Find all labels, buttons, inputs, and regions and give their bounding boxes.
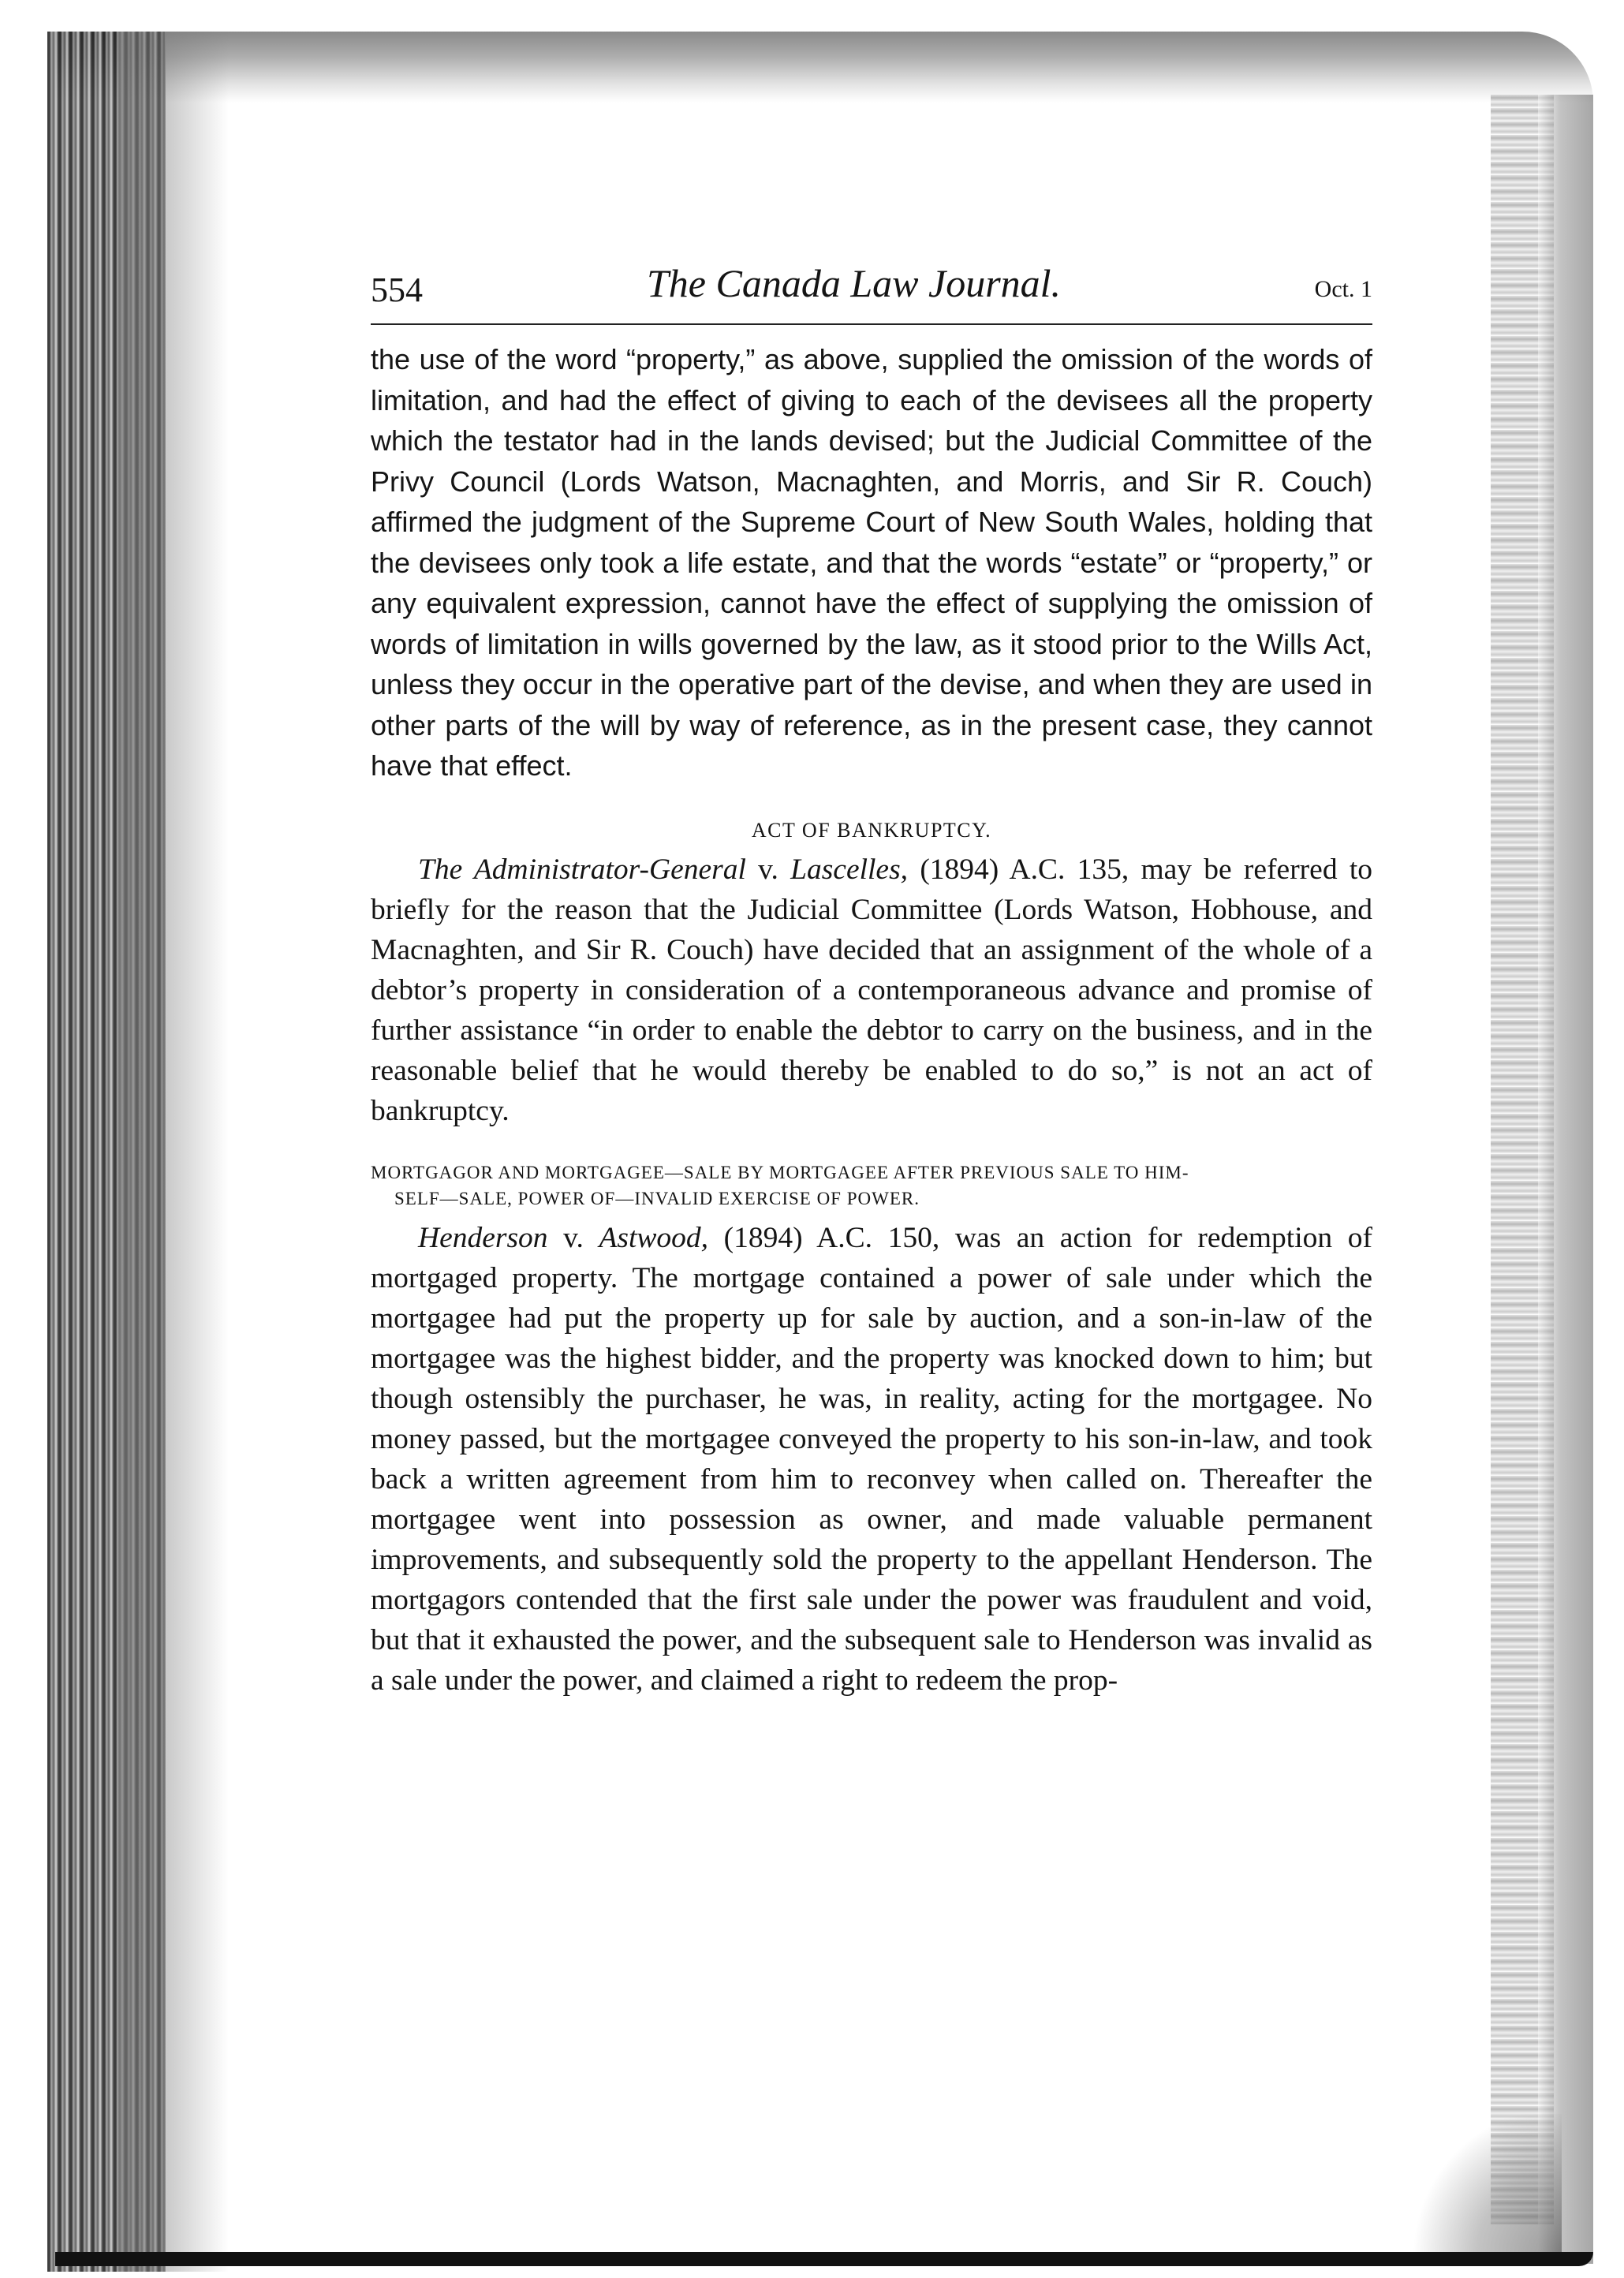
paragraph-text: (1894) A.C. 150, was an action for redemption of mortgaged property. The mortgage contained a power of sale under which the mortgagee had put the property up for sale by auction, and a son-in-law of the mortgagee was the highest bidder, and the property was knocked down to him; but though ostensibly the purchaser, he was, in reality, acting for the mortgagee. No money passed, but the mortgagee conveyed the property to his son-in-law, and took back a written agreement from him to reconvey when called on. Thereafter the mortgagee went into possession as owner, and made valuable permanent improvements, and subsequently sold the property to the appellant Henderson. The mortgagors contended that the first sale under the power was fraudulent and void, but that it exhausted the power, and the subsequent sale to Henderson was invalid as a sale under the power, and claimed a right to redeem the prop- [371,1221,1372,1697]
section-heading-bankruptcy: ACT OF BANKRUPTCY. [751,818,992,842]
scan-border-top [55,32,1593,103]
journal-title: The Canada Law Journal. [647,261,1062,305]
page-header [371,260,1372,325]
scan-edge-right [1538,95,1593,2264]
page-number: 554 [371,271,423,309]
heading-line: SELF—SALE, POWER OF—INVALID EXERCISE OF POWER. [394,1188,920,1208]
case-party: Lascelles, [790,853,909,886]
case-versus: v. [547,1221,599,1254]
case-versus: v. [745,853,791,886]
paragraph-bankruptcy [371,850,1372,1131]
scan-shadow-left [118,32,229,2272]
issue-date: Oct. 1 [1314,276,1372,302]
section-heading-mortgagor [371,1160,1372,1212]
paragraph-henderson [371,1218,1372,1701]
journal-page [371,260,1372,1701]
paragraph-privy-council: the use of the word “property,” as above, supplied the omission of the words of limitation, and had the effect of giving to each of the devisees all the property which the testator had in the lands devised; but the Judicial Committee of the Privy Council (Lords Watson, Macnaghten, and Morris, and Sir R. Couch) affirmed the judgment of the Supreme Court of New South Wales, holding that the devisees only took a life estate, and that the words “estate” or “property,” or any equivalent expression, cannot have the effect of supplying the omission of words of limitation in wills governed by the law, as it stood prior to the Wills Act, unless they occur in the operative part of the devise, and when they are used in other parts of the will by way of reference, as in the present case, they cannot have that effect. [371,343,1372,782]
case-party: Astwood, [599,1221,709,1254]
case-name: The Administrator-General [418,853,746,886]
heading-line: MORTGAGOR AND MORTGAGEE—SALE BY MORTGAGEE AFTER PREVIOUS SALE TO HIM- [371,1162,1189,1182]
scan-corner-bottom-right [1404,2114,1562,2256]
scan-border-bottom [55,2252,1593,2266]
case-name: Henderson [418,1221,548,1254]
paragraph-text: (1894) A.C. 135, may be referred to briefly for the reason that the Judicial Committee (Lords Watson, Hobhouse, and Macnaghten, and Sir R. Couch) have decided that an assignment of the whole of a debtor’s property in consideration of a contemporaneous advance and promise of further assistance “in order to enable the debtor to carry on the business, and in the reasonable belief that he would thereby be enabled to do so,” is not an act of bankruptcy. [371,853,1372,1127]
